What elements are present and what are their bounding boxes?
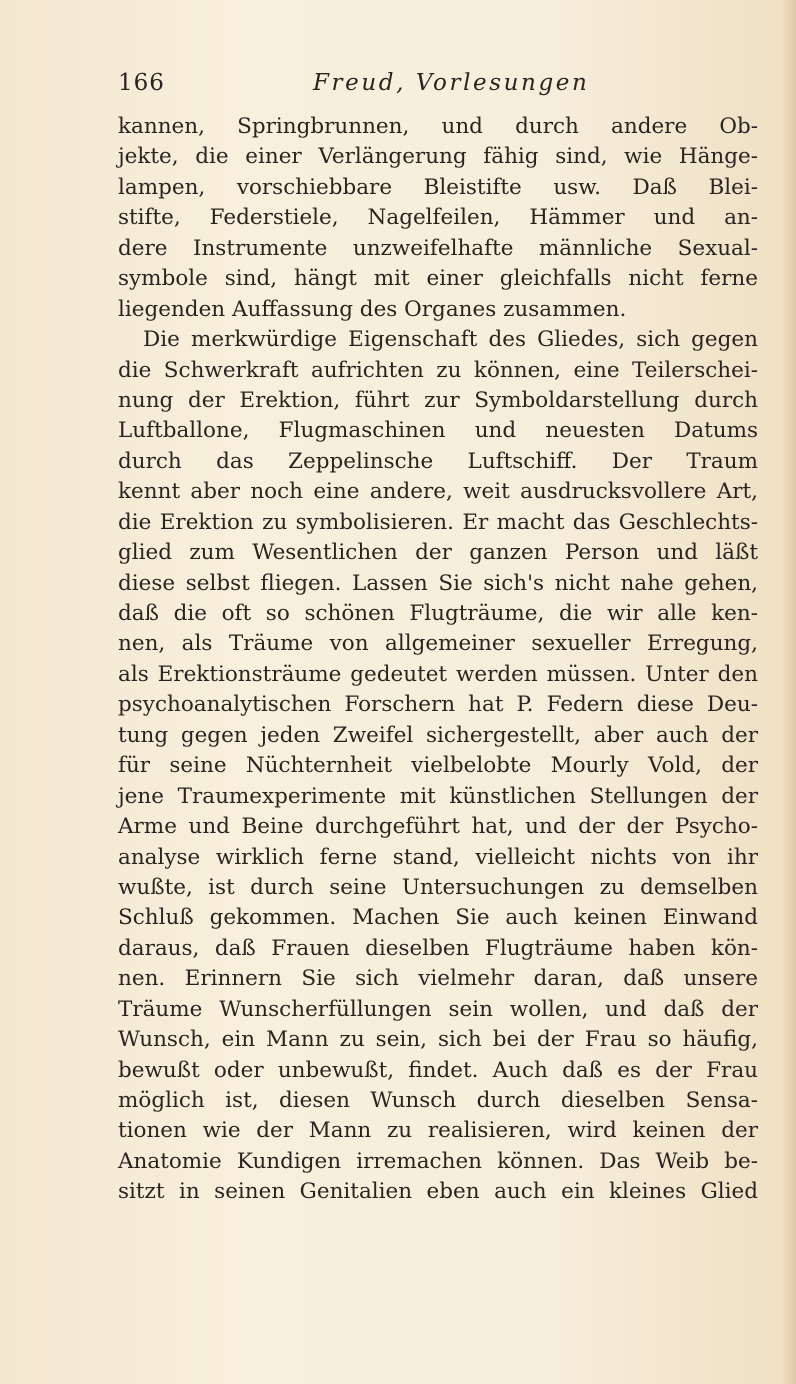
text-line: wußte, ist durch seine Untersuchungen zu demselben — [118, 874, 758, 900]
page-number: 166 — [118, 70, 165, 96]
text-line: bewußt oder unbewußt, findet. Auch daß es der Frau — [118, 1057, 758, 1083]
text-line: Die merkwürdige Eigenschaft des Gliedes, sich gegen — [143, 327, 758, 353]
text-line: tung gegen jeden Zweifel sichergestellt, aber auch der — [118, 722, 758, 748]
text-line: psychoanalytischen Forschern hat P. Federn diese Deu- — [118, 692, 758, 718]
text-line: dere Instrumente unzweifelhafte männliche Sexual- — [118, 235, 758, 261]
text-line: nung der Erektion, führt zur Symboldarstellung durch — [118, 387, 758, 413]
text-line: durch das Zeppelinsche Luftschiff. Der Traum — [118, 448, 758, 474]
text-line: Träume Wunscherfüllungen sein wollen, und daß der — [118, 996, 758, 1022]
text-line: daß die oft so schönen Flugträume, die wir alle ken- — [118, 601, 758, 626]
text-line: nen, als Träume von allgemeiner sexueller Erregung, — [118, 631, 758, 657]
text-line: kannen, Springbrunnen, und durch andere Ob- — [118, 114, 758, 139]
text-line: als Erektionsträume gedeutet werden müssen. Unter den — [118, 661, 758, 687]
text-line: jekte, die einer Verlängerung fähig sind, wie Hänge- — [118, 144, 758, 170]
running-title: Freud, Vorlesungen — [313, 70, 590, 96]
text-line: Arme und Beine durchgeführt hat, und der der Psycho- — [118, 814, 758, 840]
text-line: Anatomie Kundigen irremachen können. Das Weib be- — [118, 1148, 758, 1174]
body-text — [118, 112, 758, 1208]
text-line: Schluß gekommen. Machen Sie auch keinen Einwand — [118, 905, 758, 931]
text-line: Luftballone, Flugmaschinen und neuesten Datums — [118, 418, 758, 444]
text-line: stifte, Federstiele, Nagelfeilen, Hämmer und an- — [118, 205, 758, 231]
text-line: jene Traumexperimente mit künstlichen Stellungen der — [118, 783, 758, 809]
page-edge-shadow — [782, 0, 796, 1384]
running-head — [118, 70, 758, 106]
text-line: die Erektion zu symbolisieren. Er macht das Geschlechts- — [118, 509, 758, 535]
text-line: lampen, vorschiebbare Bleistifte usw. Daß Blei- — [118, 174, 758, 200]
text-line: tionen wie der Mann zu realisieren, wird keinen der — [118, 1118, 758, 1144]
text-line: möglich ist, diesen Wunsch durch dieselben Sensa- — [118, 1088, 758, 1113]
text-line: liegenden Auffassung des Organes zusammen. — [118, 296, 627, 322]
text-line: kennt aber noch eine andere, weit ausdrucksvollere Art, — [118, 479, 758, 505]
text-line: die Schwerkraft aufrichten zu können, eine Teilerschei- — [118, 357, 758, 383]
text-line: sitzt in seinen Genitalien eben auch ein kleines Glied — [118, 1179, 758, 1205]
text-line: analyse wirklich ferne stand, vielleicht nichts von ihr — [118, 844, 758, 870]
text-line: glied zum Wesentlichen der ganzen Person und läßt — [118, 540, 758, 566]
text-line: daraus, daß Frauen dieselben Flugträume haben kön- — [118, 935, 758, 961]
text-line: diese selbst fliegen. Lassen Sie sich's nicht nahe gehen, — [118, 570, 758, 596]
text-line: Wunsch, ein Mann zu sein, sich bei der Frau so häufig, — [118, 1027, 758, 1053]
text-line: für seine Nüchternheit vielbelobte Mourly Vold, der — [118, 753, 758, 779]
text-line: nen. Erinnern Sie sich vielmehr daran, daß unsere — [118, 966, 758, 992]
text-line: symbole sind, hängt mit einer gleichfalls nicht ferne — [118, 266, 758, 292]
